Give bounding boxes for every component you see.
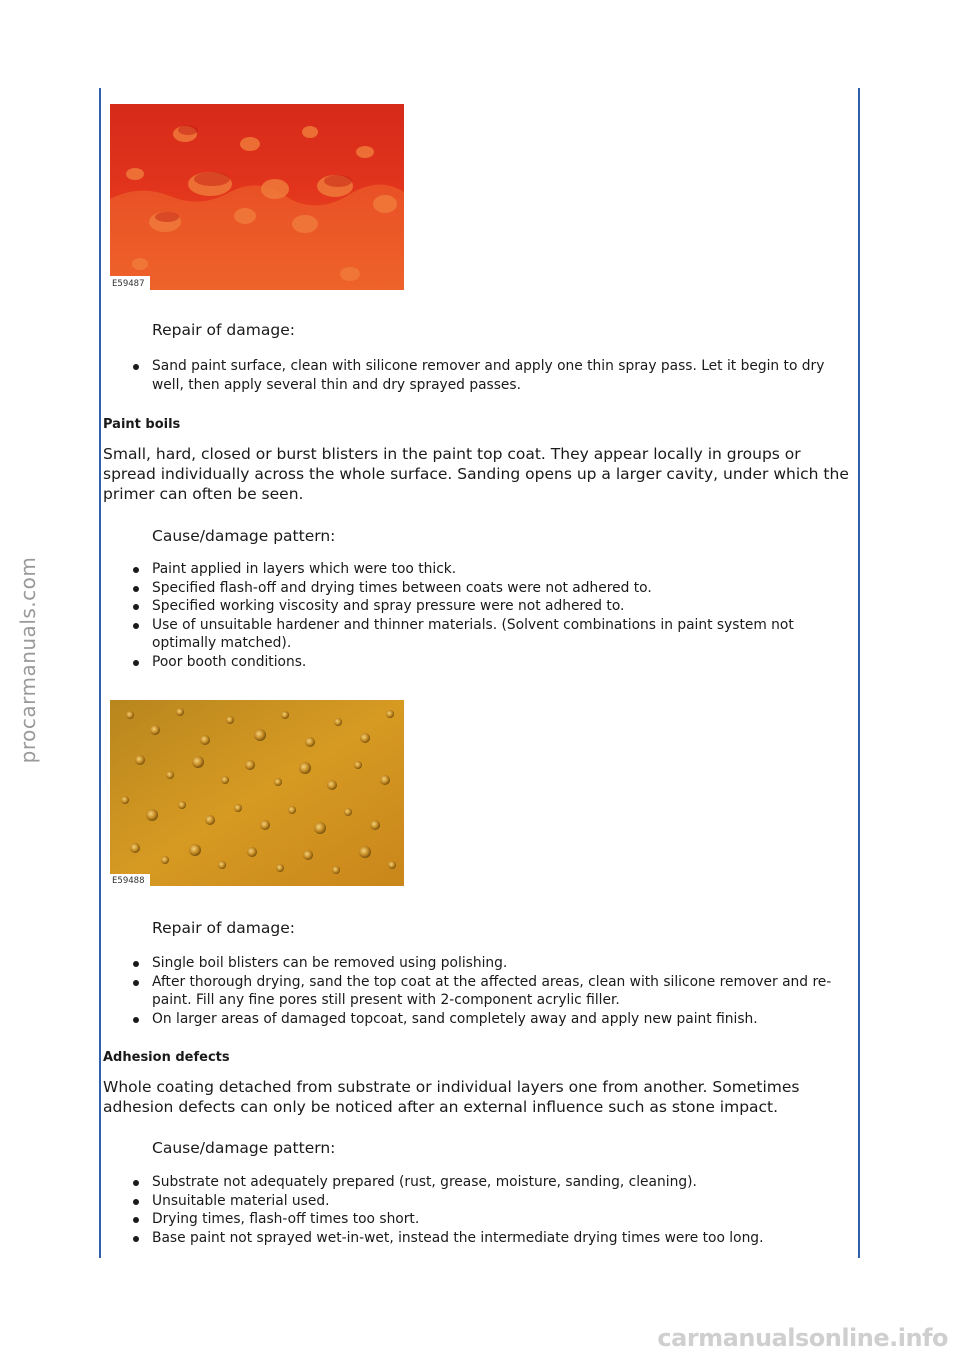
adhesion-defects-description: Whole coating detached from substrate or individual layers one from another. Sometimes adhesion defects can only be noticed after an external influence such as stone impact. bbox=[103, 1078, 800, 1116]
adhesion-defects-heading: Adhesion defects bbox=[103, 1050, 230, 1065]
figure-label-e59487: E59487 bbox=[112, 279, 145, 289]
boils-repair-title: Repair of damage: bbox=[152, 919, 295, 937]
boils-repair-list bbox=[118, 954, 853, 1028]
list-item: Single boil blisters can be removed using polishing. bbox=[118, 954, 853, 973]
list-item: Base paint not sprayed wet-in-wet, instead the intermediate drying times were too long. bbox=[118, 1229, 853, 1248]
paint-boils-description: Small, hard, closed or burst blisters in the paint top coat. They appear locally in groups or spread individually across the whole surface. Sanding opens up a larger cavity, under which the primer can often be seen. bbox=[103, 445, 849, 503]
paint-boils-heading: Paint boils bbox=[103, 417, 181, 432]
bottom-watermark: carmanualsonline.info bbox=[657, 1324, 948, 1352]
list-item: Specified working viscosity and spray pressure were not adhered to. bbox=[118, 597, 853, 616]
list-item: Unsuitable material used. bbox=[118, 1192, 853, 1211]
adhesion-cause-list bbox=[118, 1173, 853, 1247]
blisters-repair-title: Repair of damage: bbox=[152, 321, 295, 339]
paint-blisters-photo bbox=[110, 104, 404, 290]
side-watermark-text: procarmanuals.com bbox=[16, 556, 40, 764]
paint-boils-illustration bbox=[110, 700, 404, 886]
figure-label-e59488: E59488 bbox=[112, 876, 145, 886]
list-item: After thorough drying, sand the top coat at the affected areas, clean with silicone remover and re-paint. Fill any fine pores still present with 2-component acrylic filler. bbox=[118, 973, 853, 1010]
list-item: Specified flash-off and drying times between coats were not adhered to. bbox=[118, 579, 853, 598]
list-item: On larger areas of damaged topcoat, sand completely away and apply new paint finish. bbox=[118, 1010, 853, 1029]
paint-boils-photo bbox=[110, 700, 404, 886]
list-item: Use of unsuitable hardener and thinner materials. (Solvent combinations in paint system not optimally matched). bbox=[118, 616, 853, 653]
side-watermark bbox=[8, 540, 48, 780]
right-margin-rule bbox=[858, 88, 860, 1258]
list-item: Sand paint surface, clean with silicone remover and apply one thin spray pass. Let it begin to dry well, then apply several thin and dry sprayed passes. bbox=[118, 357, 853, 394]
boils-cause-list bbox=[118, 560, 853, 671]
list-item: Substrate not adequately prepared (rust, grease, moisture, sanding, cleaning). bbox=[118, 1173, 853, 1192]
list-item: Poor booth conditions. bbox=[118, 653, 853, 672]
left-margin-rule bbox=[99, 88, 101, 1258]
adhesion-cause-title: Cause/damage pattern: bbox=[152, 1139, 336, 1157]
list-item: Drying times, flash-off times too short. bbox=[118, 1210, 853, 1229]
boils-cause-title: Cause/damage pattern: bbox=[152, 527, 336, 545]
blisters-repair-list bbox=[118, 357, 853, 394]
list-item: Paint applied in layers which were too thick. bbox=[118, 560, 853, 579]
paint-blisters-illustration bbox=[110, 104, 404, 290]
